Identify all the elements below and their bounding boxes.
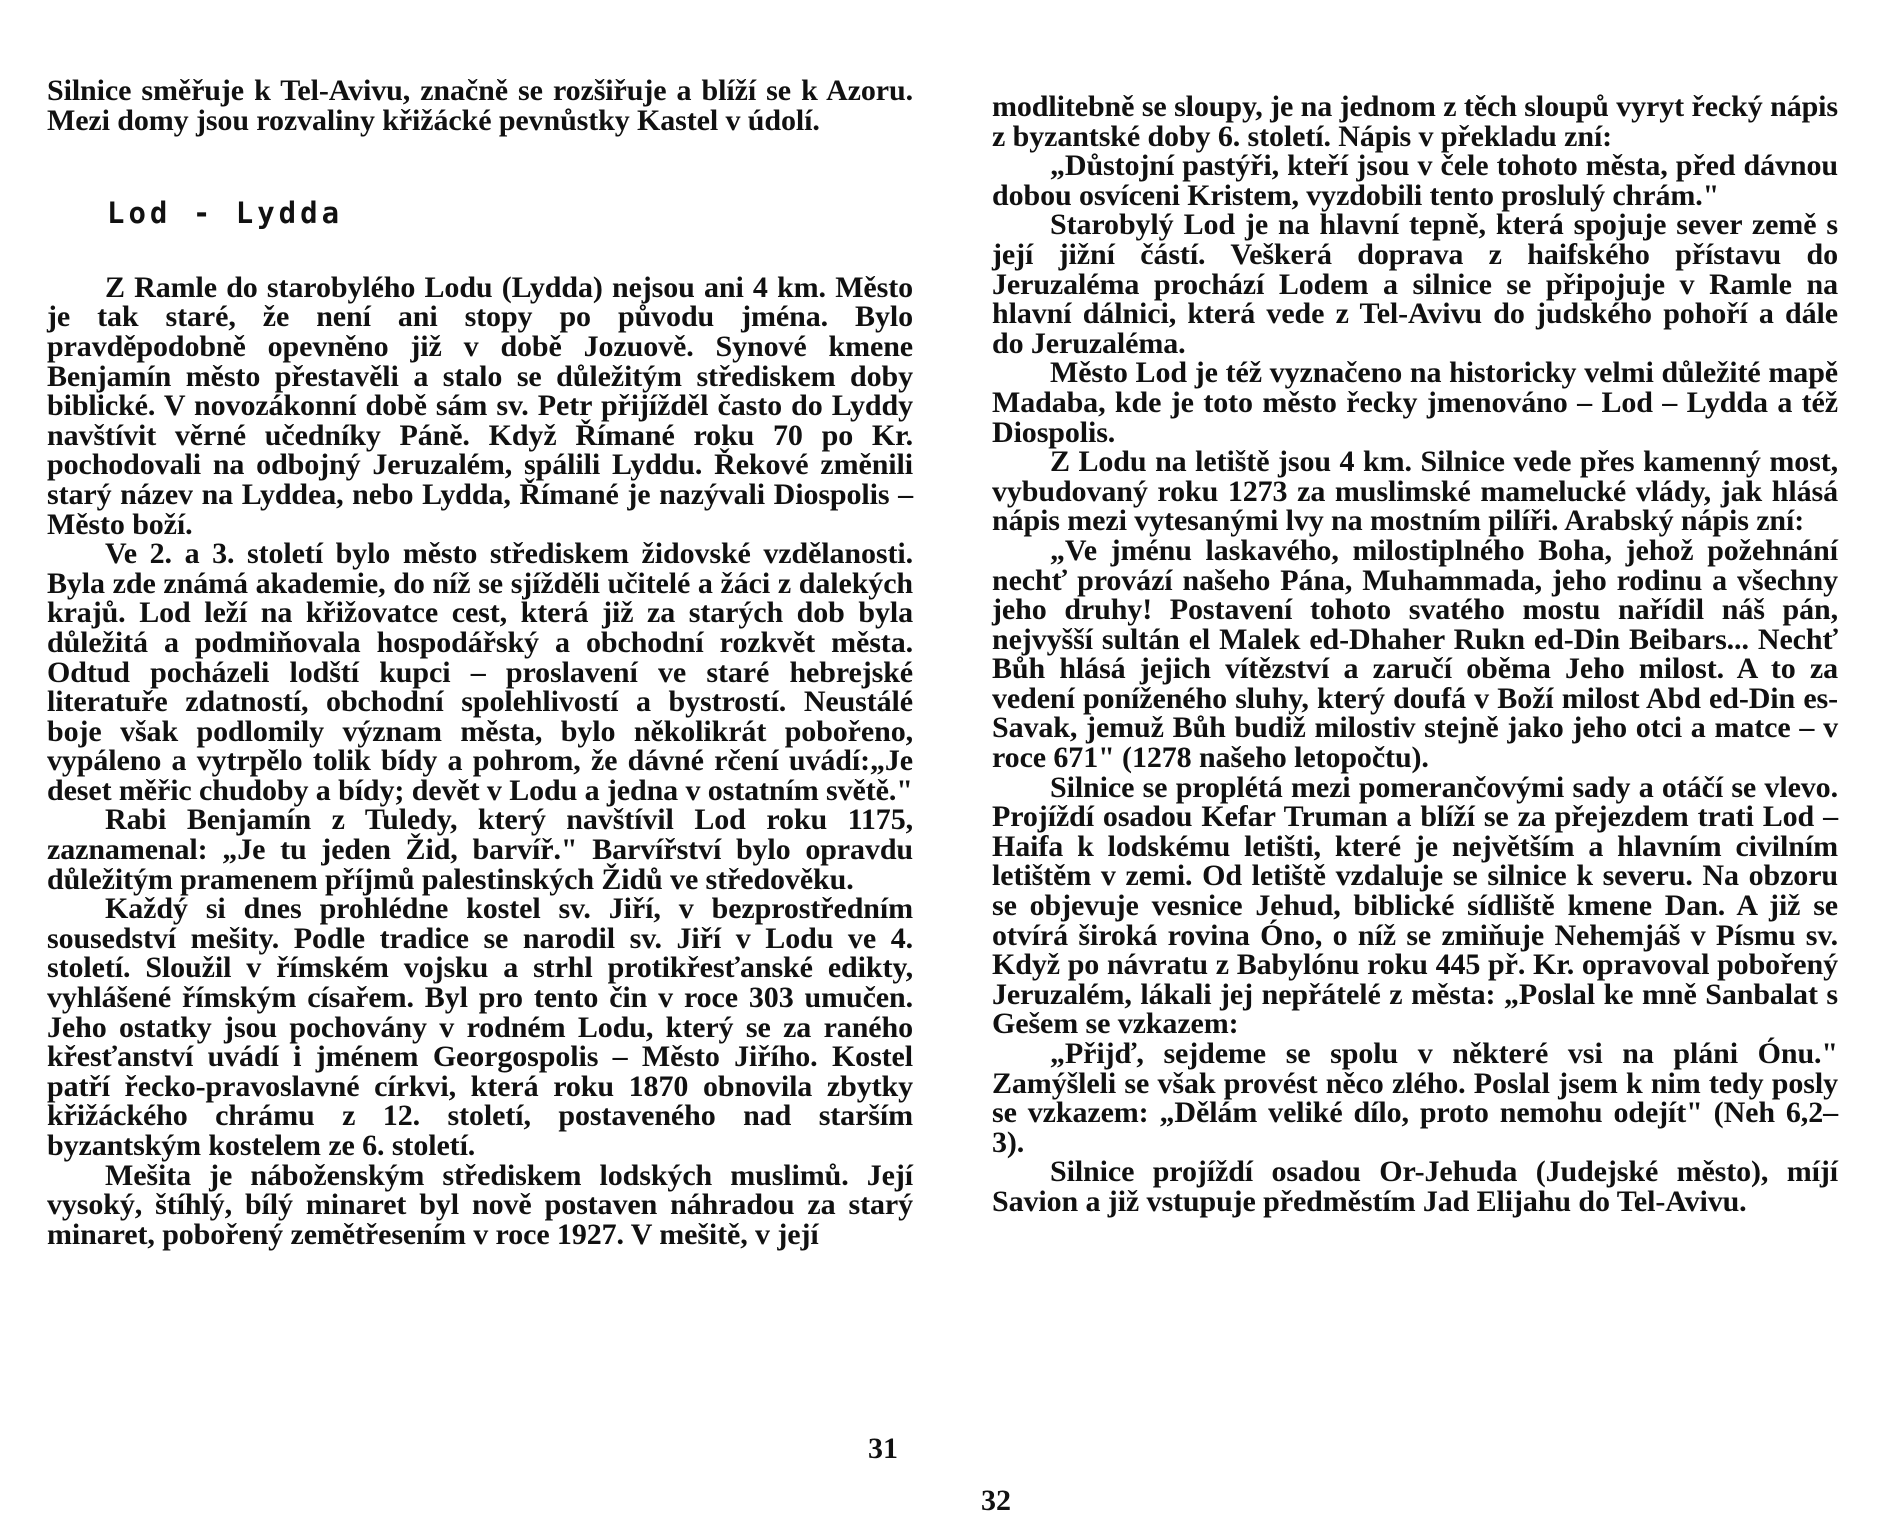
paragraph: Starobylý Lod je na hlavní tepně, která spojuje sever země s její jižní částí. Veškerá doprava z haifského přístavu do Jeruzaléma prochází Lodem a silnice se připojuje v Ramle na hlavní dálnici, která vede z Tel-Avivu do judského pohoří a dále do Jeruzaléma. [992,208,1838,360]
page-number: 32 [981,1484,1011,1517]
right-page [946,0,1892,1517]
section-heading: Lod - Lydda [107,196,344,231]
paragraph: Z Ramle do starobylého Lodu (Lydda) nejsou ani 4 km. Město je tak staré, že není ani stopy po původu jména. Bylo pravděpodobně opevněno již v době Jozuově. Synové kmene Benjamín město přestavěli a stalo se důležitým střediskem doby biblické. V novozákonní době sám sv. Petr přijížděl často do Lyddy navštívit věrné učedníky Páně. Když Římané roku 70 po Kr. pochodovali na odbojný Jeruzalém, spálili Lyddu. Řekové změnili starý název na Lyddea, nebo Lydda, Římané je nazývali Diospolis – Město boží. [47,270,913,541]
paragraph: „Důstojní pastýři, kteří jsou v čele tohoto města, před dávnou dobou osvíceni Kristem, vyzdobili tento proslulý chrám." [992,149,1838,212]
paragraph: Silnice směřuje k Tel-Avivu, značně se rozšiřuje a blíží se k Azoru. Mezi domy jsou rozvaliny křižácké pevnůstky Kastel v údolí. [47,74,913,137]
paragraph: Každý si dnes prohlédne kostel sv. Jiří, v bezprostředním sousedství mešity. Podle tradice se narodil sv. Jiří v Lodu ve 4. století. Sloužil v římském vojsku a strhl protikřesťanské edikty, vyhlášené římským císařem. Byl pro tento čin v roce 303 umučen. Jeho ostatky jsou pochovány v rodném Lodu, který se za raného křesťanství uvádí i jménem Georgospolis – Město Jiřího. Kostel patří řecko-pravoslavné církvi, která roku 1870 obnovila zbytky křižáckého chrámu z 12. století, postaveného nad starším byzantským kostelem ze 6. století. [47,892,913,1162]
paragraph: Město Lod je též vyznačeno na historicky velmi důležité mapě Madaba, kde je toto město řecky jmenováno – Lod – Lydda a též Diospolis. [992,356,1838,449]
paragraph: modlitebně se sloupy, je na jednom z těch sloupů vyryt řecký nápis z byzantské doby 6. století. Nápis v překladu zní: [992,90,1838,153]
paragraph: „Přijď, sejdeme se spolu v některé vsi na pláni Ónu." Zamýšleli se však provést něco zlého. Poslal jsem k nim tedy posly se vzkazem: „Dělám veliké dílo, proto nemohu odejít" (Neh 6,2–3). [992,1037,1838,1159]
left-text-column [47,76,913,1249]
left-page [0,0,946,1500]
paragraph: „Ve jménu laskavého, milostiplného Boha, jehož požehnání nechť provází našeho Pána, Muhammada, jeho rodinu a všechny jeho druhy! Postavení tohoto svatého mostu nařídil náš pán, nejvyšší sultán el Malek ed-Dhaher Rukn ed-Din Beibars... Nechť Bůh hlásá jejich vítězství a zaručí oběma Jeho milost. A to za vedení poníženého sluhy, který doufá v Boží milost Abd ed-Din es-Savak, jemuž Bůh budiž milostiv stejně jako jeho otci a matce – v roce 671" (1278 našeho letopočtu). [992,533,1838,775]
paragraph: Mešita je náboženským střediskem lodských muslimů. Její vysoký, štíhlý, bílý minaret byl nově postaven náhradou za starý minaret, pobořený zemětřesením v roce 1927. V mešitě, v její [47,1158,913,1251]
page-number: 31 [868,1432,898,1465]
paragraph: Silnice projíždí osadou Or-Jehuda (Judejské město), míjí Savion a již vstupuje předměstím Jad Elijahu do Tel-Avivu. [992,1155,1838,1218]
paragraph: Silnice se proplétá mezi pomerančovými sady a otáčí se vlevo. Projíždí osadou Kefar Truman a blíží se za přejezdem trati Lod – Haifa k lodskému letišti, které je největším a hlavním civilním letištěm v zemi. Od letiště vzdaluje se silnice k severu. Na obzoru se objevuje vesnice Jehud, biblické sídliště kmene Dan. A již se otvírá široká rovina Óno, o níž se zmiňuje Nehemjáš v Písmu sv. Když po návratu z Babylónu roku 445 př. Kr. opravoval pobořený Jeruzalém, lákali jej nepřátelé z města: „Poslal ke mně Sanbalat s Gešem se vzkazem: [992,770,1838,1041]
paragraph: Ve 2. a 3. století bylo město střediskem židovské vzdělanosti. Byla zde známá akademie, do níž se sjížděli učitelé a žáci z dalekých krajů. Lod leží na křižovatce cest, která již za starých dob byla důležitá a podmiňovala hospodářský a obchodní rozkvět města. Odtud pocházeli lodští kupci – proslavení ve staré hebrejské literatuře zdatností, obchodní spolehlivostí a bystrostí. Neustálé boje však podlomily význam města, bylo několikrát pobořeno, vypáleno a vytrpělo tolik bídy a pohrom, že dávné rčení uvádí:„Je deset měřic chudoby a bídy; devět v Lodu a jedna v ostatním světě." [47,537,913,807]
right-text-column [992,92,1838,1217]
paragraph: Z Lodu na letiště jsou 4 km. Silnice vede přes kamenný most, vybudovaný roku 1273 za muslimské mamelucké vlády, jak hlásá nápis mezi vytesanými lvy na mostním pilíři. Arabský nápis zní: [992,445,1838,538]
paragraph: Rabi Benjamín z Tuledy, který navštívil Lod roku 1175, zaznamenal: „Je tu jeden Žid, barvíř." Barvířství bylo opravdu důležitým pramenem příjmů palestinských Židů ve středověku. [47,803,913,896]
